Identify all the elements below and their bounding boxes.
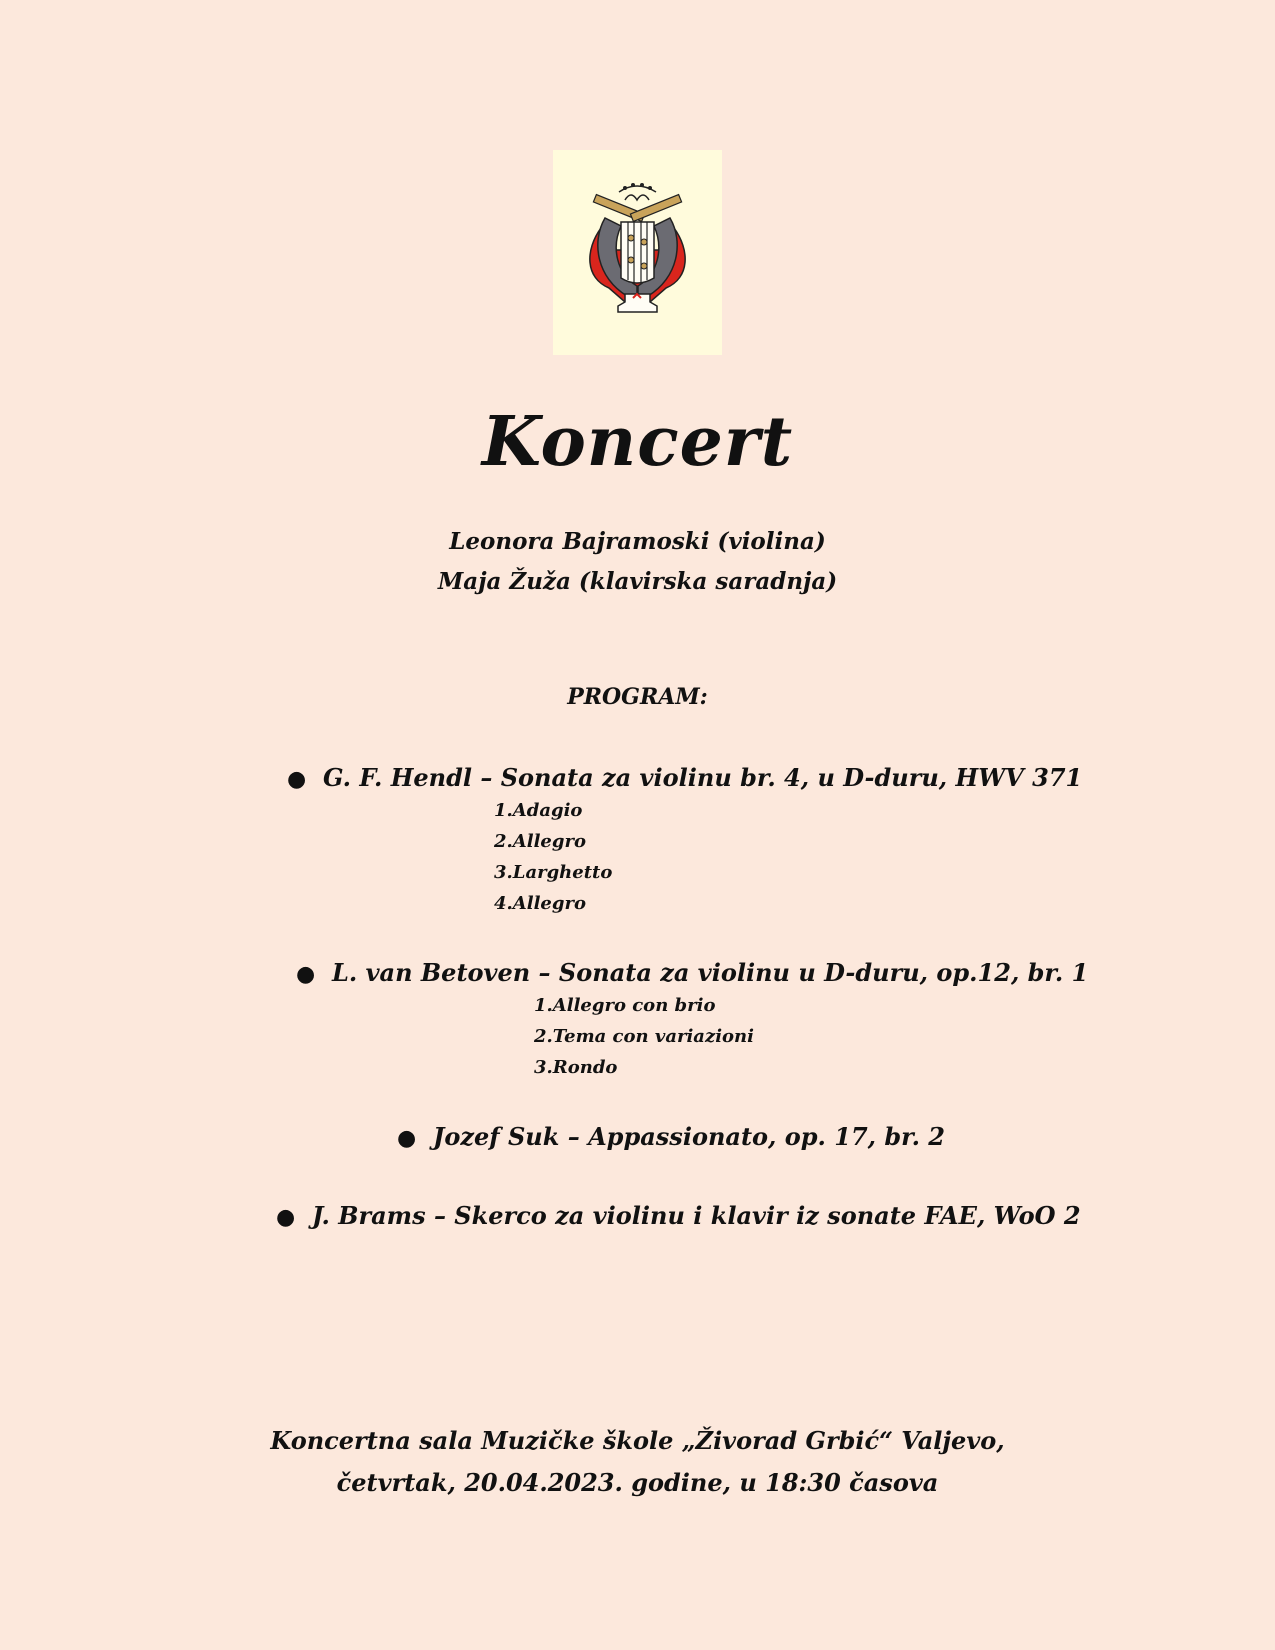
movement-item: 2.Tema con variazioni	[534, 1026, 754, 1047]
program-item-title: J. Brams – Skerco za violinu i klavir iz sonate FAE, WoO 2	[312, 1201, 1081, 1230]
lyre-emblem-icon	[581, 170, 694, 320]
program-item	[276, 1199, 1081, 1234]
venue-datetime: četvrtak, 20.04.2023. godine, u 18:30 časova	[336, 1468, 939, 1497]
performers	[0, 522, 1275, 602]
program-item-title: L. van Betoven – Sonata za violinu u D-duru, op.12, br. 1	[332, 958, 1089, 987]
movement-list	[534, 990, 754, 1083]
venue-info	[0, 1420, 1275, 1504]
movement-list	[494, 795, 612, 919]
performer-violin: Leonora Bajramoski (violina)	[449, 528, 826, 555]
movement-item: 1.Allegro con brio	[534, 995, 716, 1016]
movement-item: 3.Larghetto	[494, 862, 613, 883]
bullet-icon: ●	[296, 961, 316, 987]
school-logo	[553, 150, 722, 355]
program-item-title: Jozef Suk – Appassionato, op. 17, br. 2	[433, 1122, 945, 1151]
bullet-icon: ●	[287, 766, 307, 792]
program-heading: PROGRAM:	[567, 684, 708, 710]
movement-item: 2.Allegro	[494, 831, 586, 852]
bullet-icon: ●	[397, 1125, 417, 1151]
concert-title: Koncert	[481, 402, 794, 482]
program-item-title: G. F. Hendl – Sonata za violinu br. 4, u D-duru, HWV 371	[323, 763, 1083, 792]
program-item	[287, 761, 1082, 796]
movement-item: 1.Adagio	[494, 800, 583, 821]
venue-location: Koncertna sala Muzičke škole „Živorad Grbić“ Valjevo,	[270, 1426, 1005, 1455]
program-item	[397, 1120, 945, 1155]
movement-item: 4.Allegro	[494, 893, 586, 914]
bullet-icon: ●	[276, 1204, 296, 1230]
performer-piano: Maja Žuža (klavirska saradnja)	[437, 568, 838, 595]
program-item	[296, 956, 1088, 991]
movement-item: 3.Rondo	[534, 1057, 618, 1078]
